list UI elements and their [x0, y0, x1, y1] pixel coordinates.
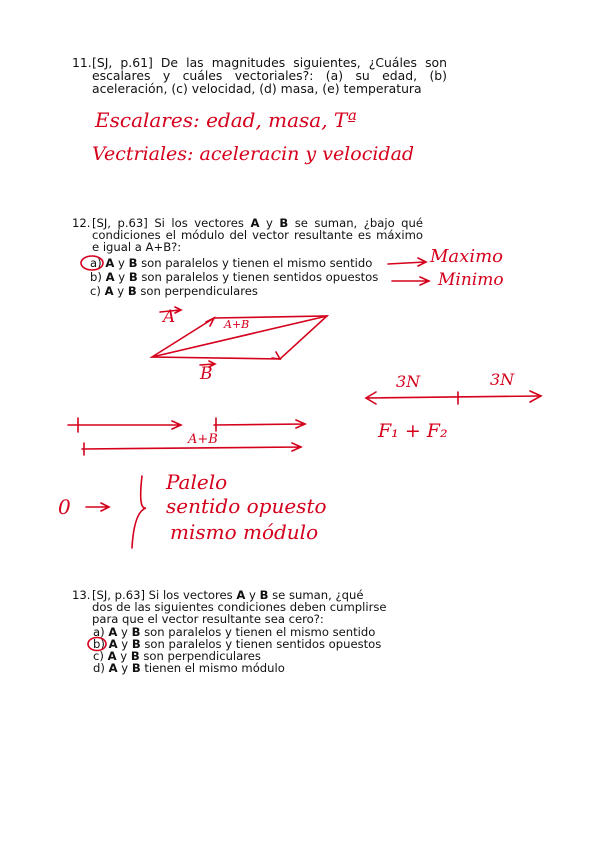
question-text: [SJ, p.61] De las magnitudes siguientes, ¿Cuáles son escalares y cuáles vectoriales?: (a) su edad, (b) aceleración, (c) velocidad, (d) masa, (e) temperatura: [92, 55, 447, 96]
arrow-to-minimo-icon: [392, 277, 429, 285]
handwritten-condition-3: mismo módulo: [170, 520, 319, 544]
label-vector-a-plus-b: A+B: [224, 318, 250, 331]
arrow-to-maximo-icon: [388, 258, 426, 266]
label-force-2: 3N: [490, 370, 515, 389]
arrow-icon: [86, 503, 109, 511]
label-vector-a: A: [163, 307, 176, 327]
label-line-a-plus-b: A+B: [188, 432, 218, 447]
question-text: [SJ, p.63] Si los vectores A y B se suman, ¿bajo qué condiciones el módulo del vector resultante es máximo e igual a A+B?:: [92, 216, 424, 254]
question-number: 12.: [72, 216, 91, 230]
circle-mark-q12-a: [81, 256, 103, 270]
force-line: [366, 396, 540, 398]
handwritten-zero: 0: [58, 495, 71, 519]
vector-line-sum: [82, 443, 301, 451]
label-sum-forces: F₁ + F₂: [378, 420, 448, 442]
handwritten-escalares: Escalares: edad, masa, Tª: [95, 108, 357, 132]
vector-a-arrow-icon: [160, 307, 181, 313]
vector-line-1: [68, 421, 181, 429]
q12-option-c: c) A y B son perpendiculares: [90, 284, 258, 298]
question-number: 11.: [72, 55, 92, 70]
handwritten-maximo: Maximo: [430, 246, 503, 267]
question-text: [SJ, p.63] Si los vectores A y B se suman, ¿qué dos de las siguientes condiciones deben cumplirse para que el vector resultante sea cero?:: [92, 588, 387, 626]
circle-mark-q13-b: [88, 638, 106, 651]
label-vector-b: B: [200, 364, 213, 384]
arrowhead-icon: [272, 352, 280, 359]
q12-option-a: a) A y B son paralelos y tienen el mismo sentido: [90, 256, 373, 270]
q13-option-a: a) A y B son paralelos y tienen el mismo sentido: [93, 625, 376, 639]
arrowhead-icon: [206, 318, 214, 326]
q13-option-d: d) A y B tienen el mismo módulo: [93, 661, 285, 675]
brace-line: [132, 476, 146, 548]
handwritten-condition-2: sentido opuesto: [166, 494, 327, 518]
label-force-1: 3N: [396, 372, 421, 391]
vector-line-2: [214, 420, 305, 428]
question-number: 13.: [72, 588, 91, 602]
handwritten-minimo: Minimo: [438, 270, 504, 290]
handwritten-condition-1: Palelo: [166, 470, 228, 494]
q13-option-b: b) A y B son paralelos y tienen sentidos opuestos: [93, 637, 382, 651]
q12-option-b: b) A y B son paralelos y tienen sentidos opuestos: [90, 270, 379, 284]
handwritten-vectoriales: Vectriales: aceleracin y velocidad: [92, 143, 415, 165]
vector-b-arrow-icon: [200, 361, 215, 367]
q13-option-c: c) A y B son perpendiculares: [93, 649, 261, 663]
diagonal-a-plus-b: [152, 316, 327, 357]
